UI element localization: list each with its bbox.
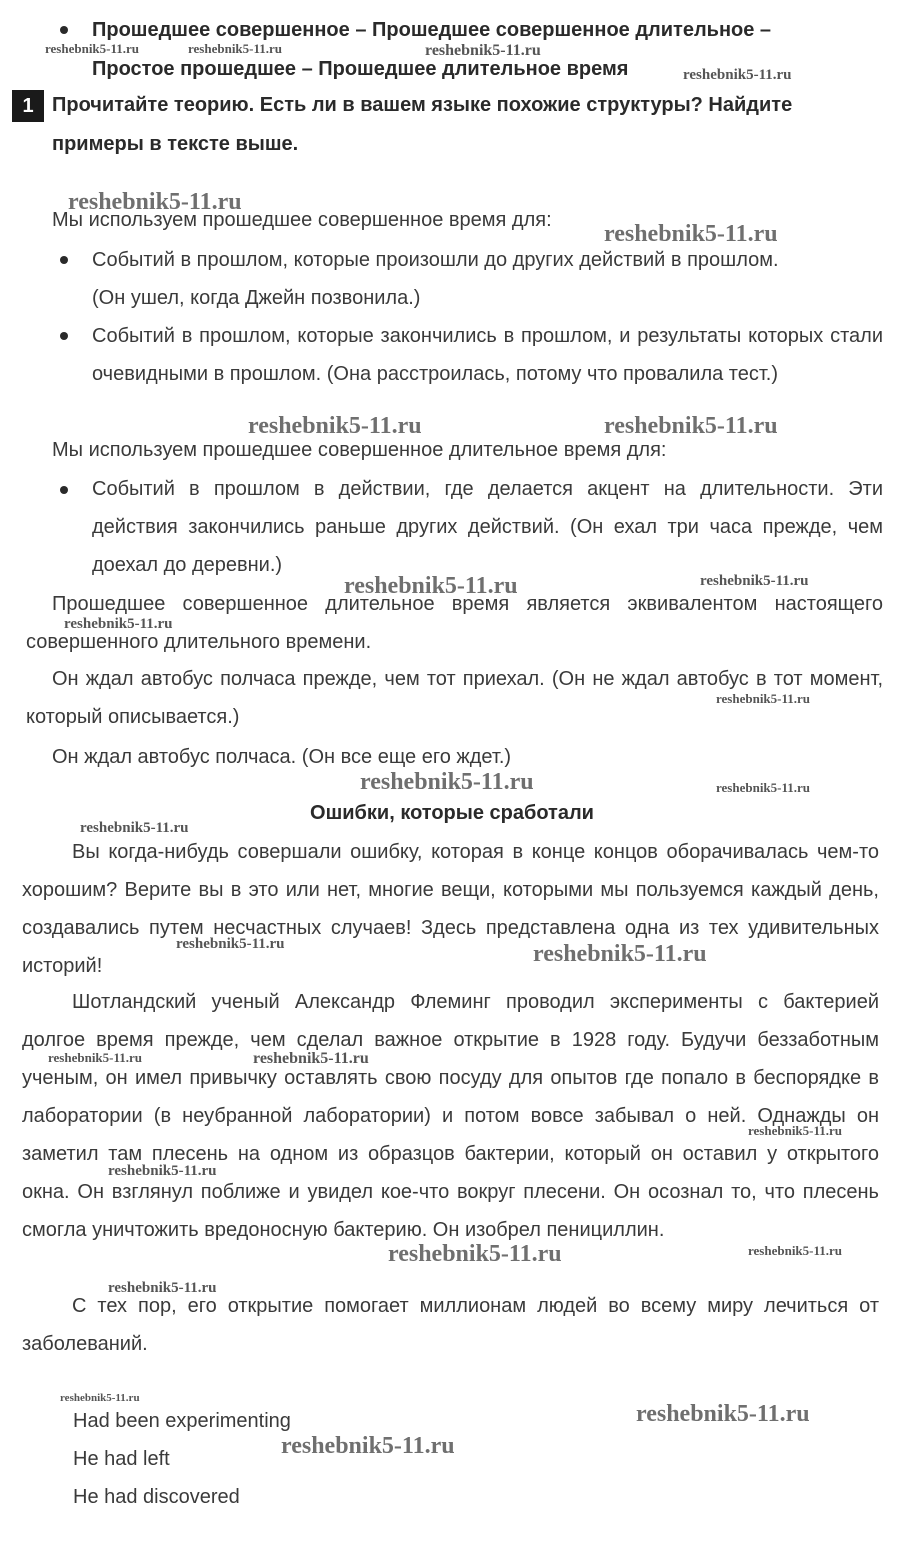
watermark: reshebnik5-11.ru xyxy=(636,1401,810,1427)
bullet-dot xyxy=(60,256,68,264)
theory-bullet-1-line-1: Событий в прошлом, которые произошли до других действий в прошлом. xyxy=(92,249,779,271)
answer-1: Had been experimenting xyxy=(73,1410,291,1432)
answer-3: He had discovered xyxy=(73,1486,240,1508)
watermark: reshebnik5-11.ru xyxy=(48,1050,143,1065)
theory-bullet-3-line-2: действия закончились раньше других действий. (Он ехал три часа прежде, xyxy=(92,516,838,538)
story-p1-line: Вы когда-нибудь совершали ошибку, которая в конце концов оборачивалась xyxy=(72,841,809,863)
story-p2-line: Шотландский ученый Александр Флеминг проводил эксперименты с xyxy=(72,991,769,1013)
story-p2-line: беззаботным ученым, он имел привычку оставлять свою посуду для опытов где xyxy=(22,1029,879,1089)
answer-2: He had left xyxy=(73,1448,170,1470)
task-instruction-line-1: Прочитайте теорию. Есть ли в вашем языке похожие структуры? Найдите xyxy=(52,94,793,116)
theory-bullet-3 xyxy=(92,470,883,584)
watermark: reshebnik5-11.ru xyxy=(45,41,140,56)
story-p2-line: бактерией долгое время прежде, чем сделал важное открытие в 1928 году. Будучи xyxy=(22,991,880,1051)
watermark: reshebnik5-11.ru xyxy=(80,820,189,836)
watermark: reshebnik5-11.ru xyxy=(188,41,283,56)
watermark: reshebnik5-11.ru xyxy=(108,1163,217,1179)
watermark: reshebnik5-11.ru xyxy=(176,936,285,952)
story-p1-line: из тех удивительных историй! xyxy=(22,917,879,977)
task-number-badge: 1 xyxy=(12,90,44,122)
bullet-dot xyxy=(60,486,68,494)
bullet-dot xyxy=(60,332,68,340)
theory-bullet-2-line-2: которых стали очевидными в прошлом. (Она расстроилась, потому что xyxy=(92,325,883,385)
watermark: reshebnik5-11.ru xyxy=(604,413,778,439)
watermark: reshebnik5-11.ru xyxy=(60,1392,140,1404)
story-p2-line: бактерию. Он изобрел пенициллин. xyxy=(333,1219,665,1241)
watermark: reshebnik5-11.ru xyxy=(604,221,778,247)
watermark: reshebnik5-11.ru xyxy=(716,691,811,706)
watermark: reshebnik5-11.ru xyxy=(360,769,534,795)
watermark: reshebnik5-11.ru xyxy=(388,1241,562,1267)
theory-intro-2: Мы используем прошедшее совершенное длительное время для: xyxy=(52,439,667,461)
story-p3-line: С тех пор, его открытие помогает миллионам людей во всему миру лечиться xyxy=(72,1295,849,1317)
story-paragraph-1 xyxy=(22,833,879,985)
watermark: reshebnik5-11.ru xyxy=(344,573,518,599)
theory-bullet-1-line-2: (Он ушел, когда Джейн позвонила.) xyxy=(92,287,421,309)
story-p2-line: вокруг плесени. Он осознал то, что плесень смогла уничтожить вредоносную xyxy=(22,1181,879,1241)
theory-bullet-2 xyxy=(92,317,883,393)
story-paragraph-3 xyxy=(22,1287,879,1363)
watermark: reshebnik5-11.ru xyxy=(700,573,809,589)
theory-equivalent-line-1: Прошедшее совершенное длительное время является эквивалентом xyxy=(52,593,758,615)
watermark: reshebnik5-11.ru xyxy=(748,1243,843,1258)
theory-bullet-2-line-3: провалила тест.) xyxy=(623,363,779,385)
watermark: reshebnik5-11.ru xyxy=(716,780,811,795)
watermark: reshebnik5-11.ru xyxy=(683,67,792,83)
theory-bullet-2-line-1: Событий в прошлом, которые закончились в прошлом, и результаты xyxy=(92,325,742,347)
theory-example-1-line-2: момент, который описывается.) xyxy=(26,668,884,728)
story-paragraph-2 xyxy=(22,983,879,1249)
theory-bullet-3-line-1: Событий в прошлом в действии, где делается акцент на длительности. Эти xyxy=(92,478,883,500)
story-p1-line: каждый день, создавались путем несчастных случаев! Здесь представлена одна xyxy=(22,879,879,939)
bullet-dot xyxy=(60,26,68,34)
watermark: reshebnik5-11.ru xyxy=(533,941,707,967)
theory-intro-1: Мы используем прошедшее совершенное время для: xyxy=(52,209,552,231)
story-p2-line: забывал о ней. Однажды он заметил там плесень на одном из образцов бактерии, xyxy=(22,1105,879,1165)
watermark: reshebnik5-11.ru xyxy=(253,1050,369,1067)
task-instruction-line-2: примеры в тексте выше. xyxy=(52,133,299,155)
watermark: reshebnik5-11.ru xyxy=(64,616,173,632)
watermark: reshebnik5-11.ru xyxy=(108,1280,217,1296)
theory-bullet-3-line-3: чем доехал до деревни.) xyxy=(92,516,883,576)
watermark: reshebnik5-11.ru xyxy=(425,42,541,59)
story-p3-line: от заболеваний. xyxy=(22,1295,879,1355)
watermark: reshebnik5-11.ru xyxy=(281,1433,455,1459)
theory-equivalent-line-2: настоящего совершенного длительного времени. xyxy=(26,593,883,653)
story-p2-line: попало в беспорядке в лаборатории (в неубранной лаборатории) и потом вовсе xyxy=(22,1067,879,1127)
story-p2-line: который он оставил у открытого окна. Он взглянул поближе и увидел кое-что xyxy=(22,1143,880,1203)
story-p1-line: чем-то хорошим? Верите вы в это или нет, многие вещи, которыми мы пользуемся xyxy=(22,841,879,901)
header-line-2: Простое прошедшее – Прошедшее длительное время xyxy=(92,58,629,80)
theory-example-2: Он ждал автобус полчаса. (Он все еще его ждет.) xyxy=(52,746,512,768)
watermark: reshebnik5-11.ru xyxy=(68,189,242,215)
header-line-1: Прошедшее совершенное – Прошедшее совершенное длительное – xyxy=(92,19,772,41)
watermark: reshebnik5-11.ru xyxy=(248,413,422,439)
theory-example-1-line-1: Он ждал автобус полчаса прежде, чем тот приехал. (Он не ждал автобус в тот xyxy=(52,668,803,690)
story-title: Ошибки, которые сработали xyxy=(310,802,594,824)
watermark: reshebnik5-11.ru xyxy=(748,1123,843,1138)
